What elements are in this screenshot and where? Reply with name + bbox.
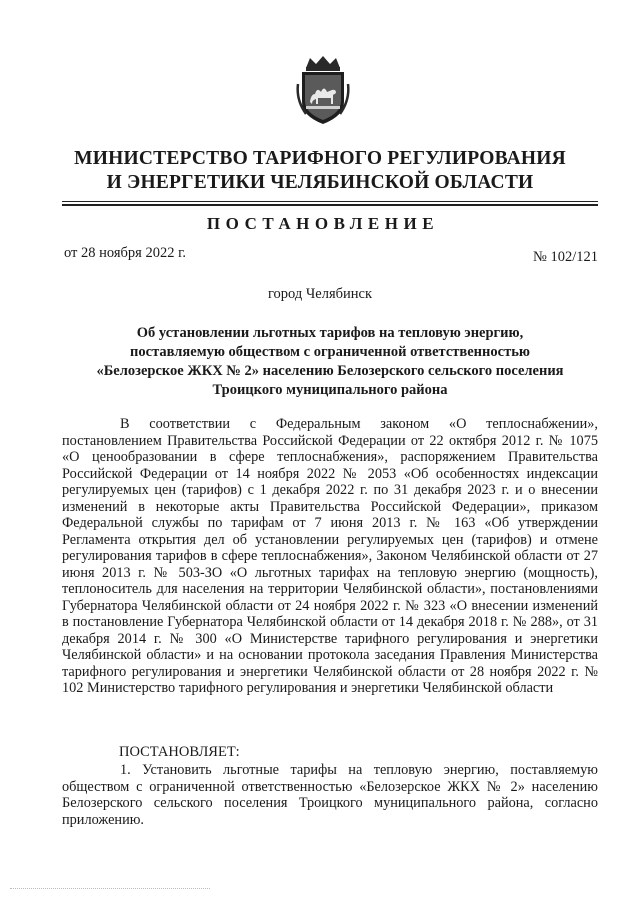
header-divider-thin [62,201,598,202]
document-title-line2: поставляемую обществом с ограниченной ответственностью [130,344,530,360]
header-divider-thick [62,204,598,206]
footer-scan-artifact [10,888,210,891]
resolves-heading: ПОСТАНОВЛЯЕТ: [119,744,240,760]
document-title-line1: Об установлении льготных тарифов на тепловую энергию, [136,325,524,341]
ministry-name-line2: И ЭНЕРГЕТИКИ ЧЕЛЯБИНСКОЙ ОБЛАСТИ [106,172,534,193]
document-date: от 28 ноября 2022 г. [64,245,187,261]
preamble-paragraph: В соответствии с Федеральным законом «О теплоснабжении», постановлением Правительства Российской Федерации от 22 октября 2012 г. № 1075 «О ценообразовании в сфере теплоснабжения», распоряжением Правительства Российской Федерации от 14 ноября 2022 № 2053 «Об особенностях индексации регулируемых цен (тарифов) с 1 декабря 2022 г. по 31 декабря 2023 г. и о внесении изменений в некоторые акты Правительства Российской Федерации», приказом Федеральной службы по тарифам от 7 июня 2013 г. № 163 «Об утверждении Регламента открытия дел об установлении регулируемых цен (тарифов) и отмене регулирования тарифов в сфере теплоснабжения», Законом Челябинской области от 27 июня 2013 г. № 503-ЗО «О льготных тарифах на тепловую энергию (мощность), теплоноситель для населения на территории Челябинской области», постановлениями Губернатора Челябинской области от 24 ноября 2022 г. № 323 «О внесении изменений в постановление Губернатора Челябинской области от 14 декабря 2018 г. № 288», от 31 декабря 2014 г. № 300 «О Министерстве тарифного регулирования и энергетики Челябинской области» и на основании протокола заседания Правления Министерства тарифного регулирования и энергетики Челябинской области от 28 ноября 2022 г. № 102 Министерство тарифного регулирования и энергетики Челябинской области [62,416,598,696]
ministry-name-line1: МИНИСТЕРСТВО ТАРИФНОГО РЕГУЛИРОВАНИЯ [74,148,566,169]
document-city: город Челябинск [267,286,373,302]
clause-1-paragraph: 1. Установить льготные тарифы на тепловую энергию, поставляемую обществом с ограниченной ответственностью «Белозерское ЖКХ № 2» населению Белозерского сельского поселения Троицкого муниципального района, согласно приложению. [62,762,598,828]
document-type: ПОСТАНОВЛЕНИЕ [206,214,440,233]
document-title-line3: «Белозерское ЖКХ № 2» населению Белозерского сельского поселения [96,363,564,379]
document-title [60,324,600,400]
document-number: № 102/121 [533,249,598,265]
document-title-line4: Троицкого муниципального района [212,382,448,398]
ministry-name [0,147,640,195]
coat-of-arms-icon [296,54,350,126]
